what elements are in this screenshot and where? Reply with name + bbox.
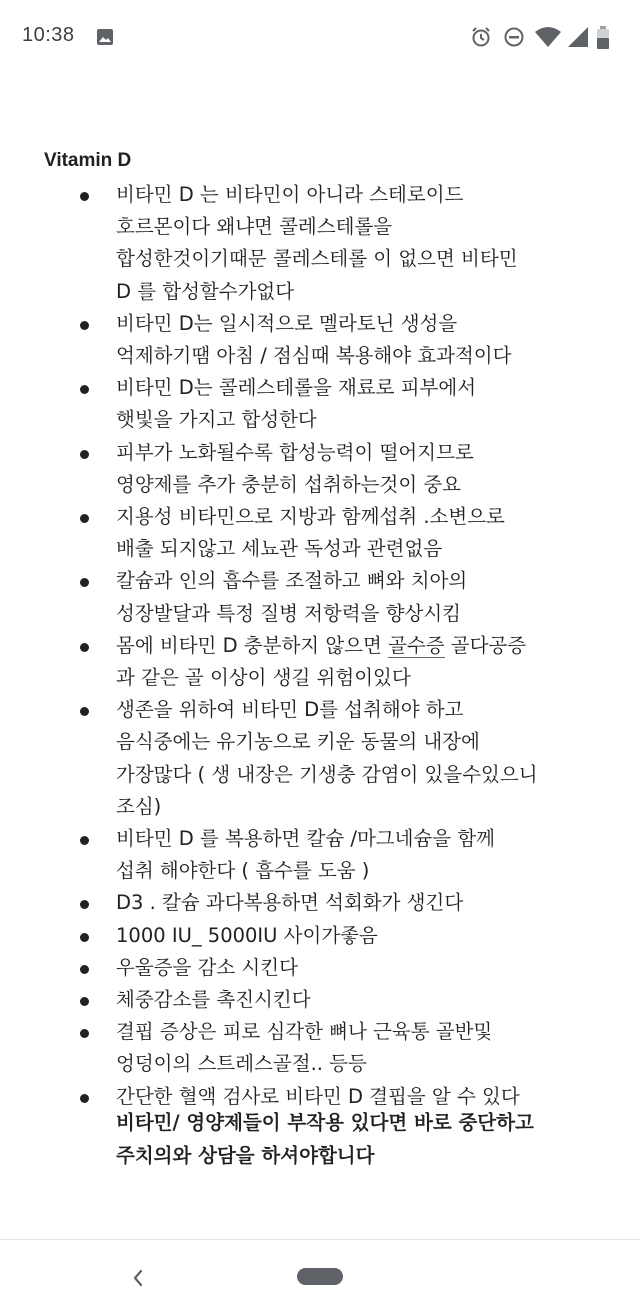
home-pill-icon[interactable] (297, 1268, 343, 1285)
bullet-dot (80, 514, 89, 523)
bullet-text (116, 952, 600, 984)
bullet-dot (80, 900, 89, 909)
bullet-item (0, 694, 640, 823)
warning-line: 주치의와 상담을 하셔야합니다 (116, 1143, 375, 1167)
bullet-dot (80, 1029, 89, 1038)
status-time: 10:38 (22, 24, 75, 46)
bullet-line: 영양제를 추가 충분히 섭취하는것이 중요 (116, 472, 462, 496)
bullet-list (0, 179, 640, 1113)
bullet-text (116, 694, 600, 823)
bullet-text (116, 887, 600, 919)
bullet-dot (80, 192, 89, 201)
status-icons (470, 26, 620, 50)
bullet-dot (80, 450, 89, 459)
bullet-line: 엉덩이의 스트레스골절.. 등등 (116, 1052, 367, 1076)
bullet-dot (80, 707, 89, 716)
bullet-text (116, 920, 600, 952)
bullet-item (0, 887, 640, 919)
underlined-term: 골수증 (388, 633, 445, 657)
bullet-item (0, 308, 640, 372)
bullet-line: 섭취 해야한다 ( 흡수를 도움 ) (116, 859, 370, 883)
bullet-line: 호르몬이다 왜냐면 콜레스테롤을 (116, 215, 393, 239)
bullet-line: 피부가 노화될수록 합성능력이 떨어지므로 (116, 440, 474, 464)
bullet-dot (80, 933, 89, 942)
battery-icon (596, 26, 610, 50)
bullet-text (116, 372, 600, 436)
bullet-line: 간단한 혈액 검사로 비타민 D 결핍을 알 수 있다 (116, 1084, 520, 1108)
bullet-item (0, 565, 640, 629)
bullet-line: D 를 합성할수가없다 (116, 279, 295, 303)
warning-line: 비타민/ 영양제들이 부작용 있다면 바로 중단하고 (116, 1111, 534, 1134)
bullet-text (116, 179, 600, 308)
bullet-line: 배출 되지않고 세뇨관 독성과 관련없음 (116, 537, 443, 561)
bullet-dot (80, 965, 89, 974)
bullet-dot (80, 1094, 89, 1103)
bullet-line: 결핍 증상은 피로 심각한 뼈나 근육통 골반및 (116, 1020, 493, 1044)
bullet-line: 우울증을 감소 시킨다 (116, 955, 298, 979)
bullet-line: 비타민 D는 일시적으로 멜라토닌 생성을 (116, 311, 458, 335)
alarm-icon (470, 26, 492, 48)
bullet-line: 1000 IU_ 5000IU 사이가좋음 (116, 923, 378, 947)
bullet-dot (80, 997, 89, 1006)
bullet-line: D3 . 칼슘 과다복용하면 석회화가 생긴다 (116, 891, 464, 915)
bullet-item (0, 501, 640, 565)
document-title: Vitamin D (44, 150, 132, 171)
bullet-dot (80, 578, 89, 587)
bullet-item (0, 1016, 640, 1080)
bullet-line: 비타민 D 를 복용하면 칼슘 /마그네슘을 함께 (116, 827, 496, 851)
bullet-line: 지용성 비타민으로 지방과 함께섭취 .소변으로 (116, 505, 505, 529)
bullet-line: 억제하기땜 아침 / 점심때 복용해야 효과적이다 (116, 344, 512, 368)
bullet-line: 합성한것이기때문 콜레스테롤 이 없으면 비타민 (116, 247, 518, 271)
bullet-line: 칼슘과 인의 흡수를 조절하고 뼈와 치아의 (116, 569, 468, 593)
signal-icon (567, 26, 589, 48)
bullet-text (116, 501, 600, 565)
bullet-item (0, 630, 640, 694)
bullet-dot (80, 836, 89, 845)
bullet-line: 비타민 D는 콜레스테롤을 재료로 피부에서 (116, 376, 477, 400)
bullet-line (116, 630, 600, 662)
wifi-icon (534, 26, 562, 48)
document-page (0, 76, 640, 1238)
bullet-line: 조심) (116, 794, 162, 818)
bullet-line: 성장발달과 특정 질병 저항력을 향상시킴 (116, 601, 462, 625)
navigation-bar (0, 1239, 640, 1316)
warning-note (116, 1107, 534, 1172)
bullet-text (116, 308, 600, 372)
bullet-text (116, 630, 600, 694)
bullet-item (0, 179, 640, 308)
bullet-text (116, 823, 600, 887)
bullet-line: 생존을 위하여 비타민 D를 섭취해야 하고 (116, 698, 464, 722)
bullet-line-part: 골다공증 (444, 633, 527, 657)
bullet-line: 음식중에는 유기농으로 키운 동물의 내장에 (116, 730, 480, 754)
bullet-item (0, 920, 640, 952)
bullet-line: 과 같은 골 이상이 생길 위험이있다 (116, 666, 411, 690)
bullet-item (0, 372, 640, 436)
bullet-dot (80, 385, 89, 394)
bullet-item (0, 437, 640, 501)
bullet-text (116, 565, 600, 629)
bullet-line: 가장많다 ( 생 내장은 기생충 감염이 있을수있으니 (116, 762, 538, 786)
bullet-item (0, 952, 640, 984)
bullet-line-part: 몸에 비타민 D 충분하지 않으면 (116, 633, 389, 657)
bullet-item (0, 984, 640, 1016)
bullet-dot (80, 643, 89, 652)
image-icon (96, 28, 114, 46)
bullet-text (116, 1016, 600, 1080)
bullet-line: 햇빛을 가지고 합성한다 (116, 408, 317, 432)
bullet-text (116, 984, 600, 1016)
do-not-disturb-icon (503, 26, 525, 48)
bullet-line: 비타민 D 는 비타민이 아니라 스테로이드 (116, 183, 464, 206)
bullet-text (116, 437, 600, 501)
bullet-dot (80, 321, 89, 330)
back-icon[interactable] (128, 1266, 148, 1290)
bullet-line: 체중감소를 촉진시킨다 (116, 988, 311, 1012)
status-bar (0, 0, 640, 77)
bullet-item (0, 823, 640, 887)
